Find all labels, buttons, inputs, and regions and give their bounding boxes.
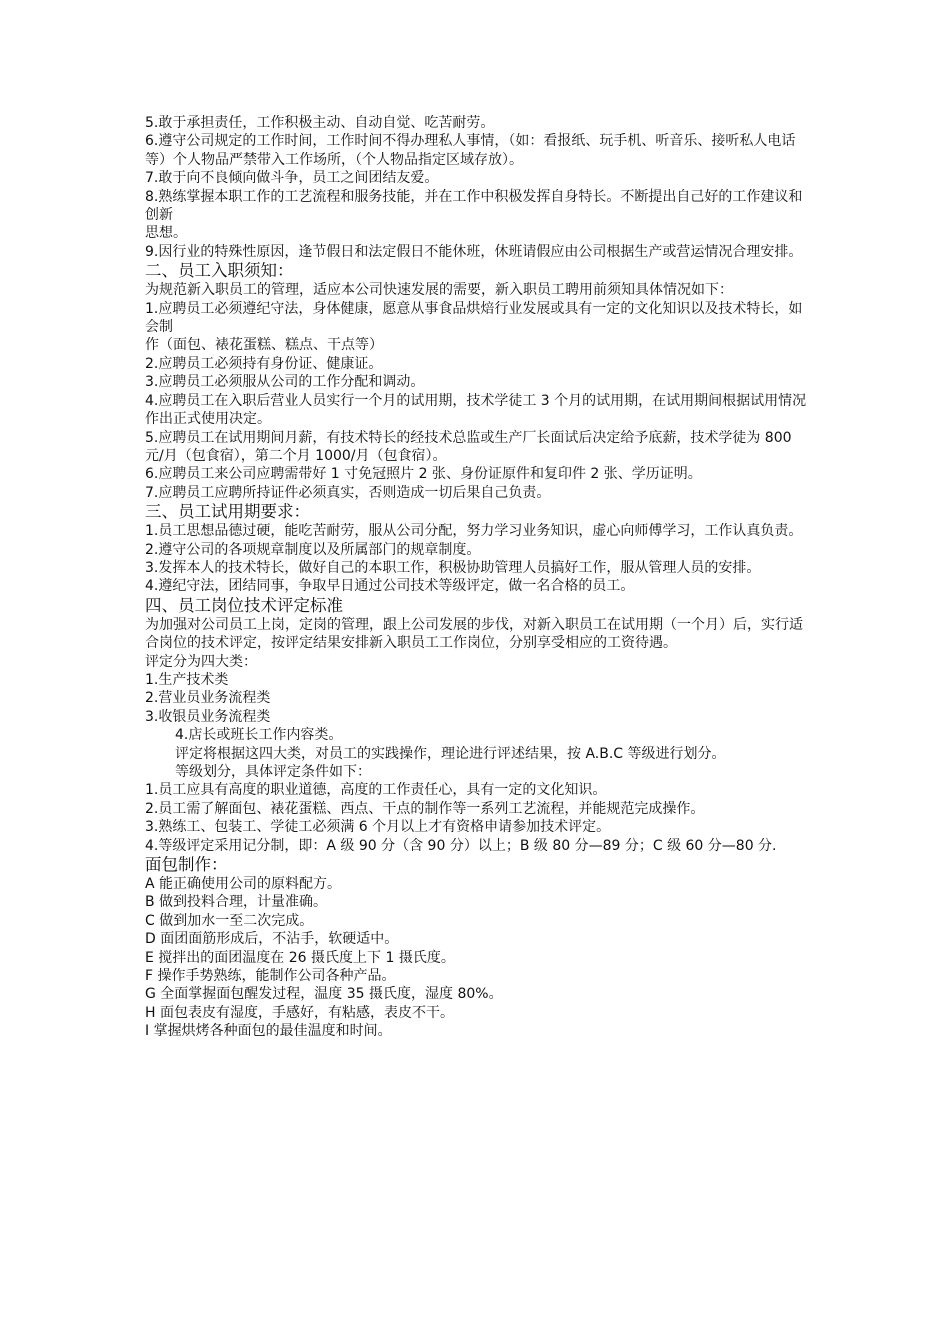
probation-item: 4.遵纪守法，团结同事，争取早日通过公司技术等级评定，做一名合格的员工。: [145, 578, 635, 595]
onboarding-item: 1.应聘员工必须遵纪守法，身体健康，愿意从事食品烘焙行业发展或具有一定的文化知识以及技术特长，如会制: [145, 300, 803, 336]
categories-title: 评定分为四大类：: [145, 653, 257, 670]
section-heading-onboarding: 二、员工入职须知：: [145, 261, 294, 281]
grade-condition: 3.熟练工、包装工、学徒工必须满 6 个月以上才有资格申请参加技术评定。: [145, 819, 611, 836]
onboarding-item: 4.应聘员工在入职后营业人员实行一个月的试用期，技术学徒工 3 个月的试用期，在试用期间根据试用情况作出正式使用决定。: [145, 392, 807, 428]
onboarding-item: 5.应聘员工在试用期间月薪，有技术特长的经技术总监或生产厂长面试后决定给予底薪，技术学徒为 800 元/月（包食宿），第二个月 1000/月（包食宿）。: [145, 429, 792, 464]
category-item: 4.店长或班长工作内容类。: [175, 727, 343, 744]
assessment-intro: 为加强对公司员工上岗，定岗的管理，跟上公司发展的步伐，对新入职员工在试用期（一个月）后，实行适合岗位的技术评定，按评定结果安排新入职员工工作岗位，分别享受相应的工资待遇。: [145, 616, 803, 652]
section-heading-bread: 面包制作：: [145, 855, 228, 875]
rule-6: 6.遵守公司规定的工作时间，工作时间不得办理私人事情，（如：看报纸、玩手机、听音乐、接听私人电话等）个人物品严禁带入工作场所，（个人物品指定区域存放）。: [145, 133, 796, 168]
probation-item: 3.发挥本人的技术特长，做好自己的本职工作，积极协助管理人员搞好工作，服从管理人员的安排。: [145, 559, 761, 576]
section-heading-assessment: 四、员工岗位技术评定标准: [145, 595, 343, 615]
bread-item: A 能正确使用公司的原料配方。: [145, 876, 342, 893]
bread-item: D 面团面筋形成后，不沾手，软硬适中。: [145, 931, 399, 948]
onboarding-item: 7.应聘员工应聘所持证件必须真实，否则造成一切后果自己负责。: [145, 484, 551, 501]
bread-item: B 做到投料合理，计量准确。: [145, 894, 328, 911]
onboarding-item: 3.应聘员工必须服从公司的工作分配和调动。: [145, 374, 425, 391]
category-item: 2.营业员业务流程类: [145, 690, 271, 707]
bread-item: G 全面掌握面包醒发过程，温度 35 摄氏度，湿度 80%。: [145, 986, 503, 1003]
probation-item: 1.员工思想品德过硬，能吃苦耐劳，服从公司分配，努力学习业务知识，虚心向师傅学习，工作认真负责。: [145, 523, 803, 540]
category-item: 3.收银员业务流程类: [145, 708, 271, 725]
bread-item: H 面包表皮有湿度，手感好，有粘感，表皮不干。: [145, 1004, 454, 1021]
grade-condition: 1.员工应具有高度的职业道德，高度的工作责任心，具有一定的文化知识。: [145, 782, 607, 799]
section-heading-probation: 三、员工试用期要求：: [145, 502, 310, 522]
rule-9: 9.因行业的特殊性原因，逢节假日和法定假日不能休班，休班请假应由公司根据生产或营运情况合理安排。: [145, 243, 803, 260]
document-page: [145, 114, 810, 1041]
grade-condition: 2.员工需了解面包、裱花蛋糕、西点、干点的制作等一系列工艺流程，并能规范完成操作。: [145, 800, 705, 817]
category-item: 1.生产技术类: [145, 671, 229, 688]
bread-item: F 操作手势熟练，能制作公司各种产品。: [145, 968, 396, 985]
grade-title: 等级划分，具体评定条件如下：: [175, 764, 371, 780]
onboarding-item: 6.应聘员工来公司应聘需带好 1 寸免冠照片 2 张、身份证原件和复印件 2 张、学历证明。: [145, 466, 702, 483]
rule-8-continued: 思想。: [145, 225, 187, 242]
onboarding-intro: 为规范新入职员工的管理，适应本公司快速发展的需要，新入职员工聘用前须知具体情况如下：: [145, 282, 733, 299]
assessment-method: 评定将根据这四大类，对员工的实践操作，理论进行评述结果，按 A.B.C 等级进行划分。: [175, 745, 726, 762]
probation-item: 2.遵守公司的各项规章制度以及所属部门的规章制度。: [145, 541, 481, 558]
bread-item: C 做到加水一至二次完成。: [145, 912, 314, 929]
rule-8: 8.熟练掌握本职工作的工艺流程和服务技能，并在工作中积极发挥自身特长。不断提出自己好的工作建议和创新: [145, 188, 803, 224]
rule-5: 5.敢于承担责任，工作积极主动、自动自觉、吃苦耐劳。: [145, 115, 495, 131]
rule-7: 7.敢于向不良倾向做斗争，员工之间团结友爱。: [145, 170, 439, 187]
onboarding-item: 2.应聘员工必须持有身份证、健康证。: [145, 355, 383, 372]
grade-condition: 4.等级评定采用记分制，即：A 级 90 分（含 90 分）以上；B 级 80 分—89 分；C 级 60 分—80 分.: [145, 837, 777, 854]
bread-item: I 掌握烘烤各种面包的最佳温度和时间。: [145, 1023, 392, 1040]
onboarding-item: 作（面包、裱花蛋糕、糕点、干点等）: [145, 337, 383, 354]
bread-item: E 搅拌出的面团温度在 26 摄氏度上下 1 摄氏度。: [145, 949, 455, 966]
